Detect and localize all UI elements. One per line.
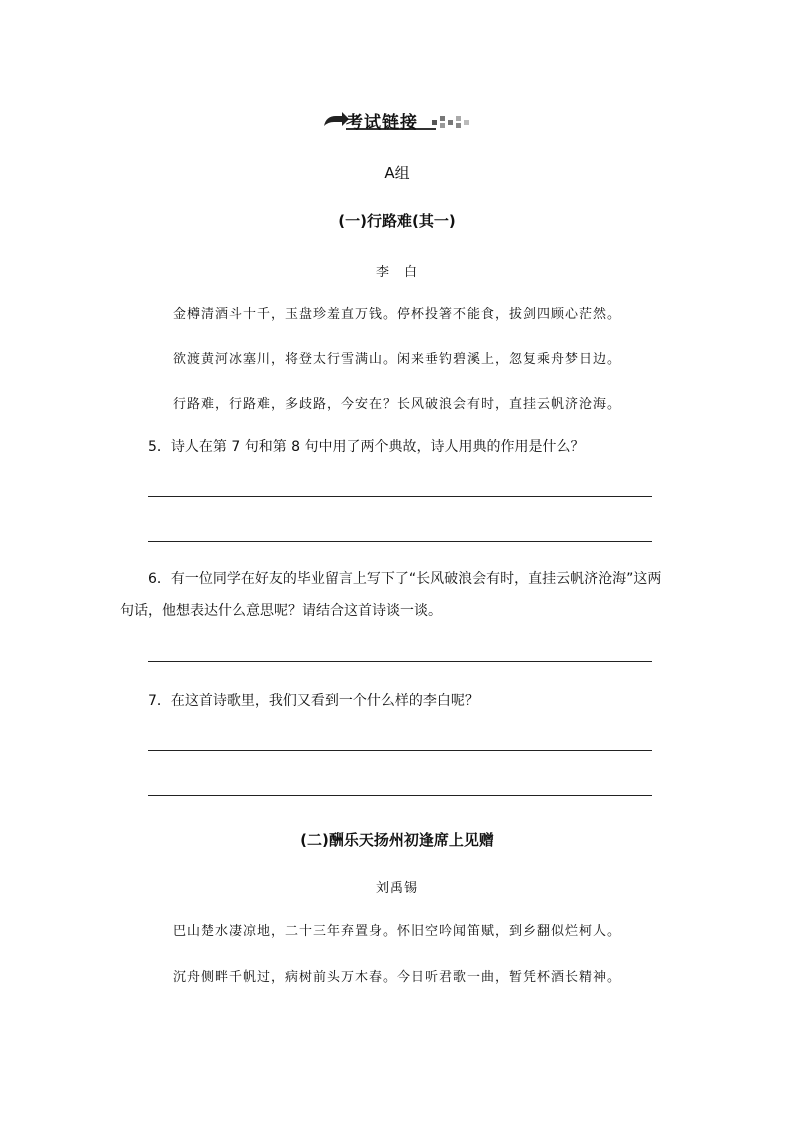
question-5: 5．诗人在第 7 句和第 8 句中用了两个典故，诗人用典的作用是什么？ <box>148 439 585 455</box>
question-6-line-1: 6．有一位同学在好友的毕业留言上写下了“长风破浪会有时，直挂云帆济沧海”这两 <box>148 571 662 587</box>
answer-line[interactable] <box>148 750 652 751</box>
question-7: 7．在这首诗歌里，我们又看到一个什么样的李白呢？ <box>148 693 479 709</box>
poem1-verse-1: 金樽清酒斗十千，玉盘珍羞直万钱。停杯投箸不能食，拔剑四顾心茫然。 <box>172 307 621 322</box>
answer-line[interactable] <box>148 541 652 542</box>
poem1-verse-2: 欲渡黄河冰塞川，将登太行雪满山。闲来垂钓碧溪上，忽复乘舟梦日边。 <box>172 352 621 367</box>
group-label: A组 <box>384 164 410 182</box>
poem2-verse-2: 沉舟侧畔千帆过，病树前头万木春。今日听君歌一曲，暂凭杯酒长精神。 <box>172 970 621 985</box>
answer-line[interactable] <box>148 661 652 662</box>
answer-line[interactable] <box>148 795 652 796</box>
poem1-verse-3: 行路难，行路难，多歧路，今安在？长风破浪会有时，直挂云帆济沧海。 <box>172 397 621 412</box>
poem2-verse-1: 巴山楚水凄凉地，二十三年弃置身。怀旧空吟闻笛赋，到乡翻似烂柯人。 <box>172 924 621 939</box>
question-6-line-2: 句话，他想表达什么意思呢？请结合这首诗谈一谈。 <box>120 603 442 619</box>
banner-title: 考试链接 <box>346 113 418 133</box>
section-banner <box>322 106 472 132</box>
answer-line[interactable] <box>148 496 652 497</box>
poem2-title: (二)酬乐天扬州初逢席上见赠 <box>300 831 494 849</box>
poem1-author: 李 白 <box>375 265 418 280</box>
poem2-author: 刘禹锡 <box>375 881 418 896</box>
poem1-title: (一)行路难(其一) <box>338 212 456 230</box>
